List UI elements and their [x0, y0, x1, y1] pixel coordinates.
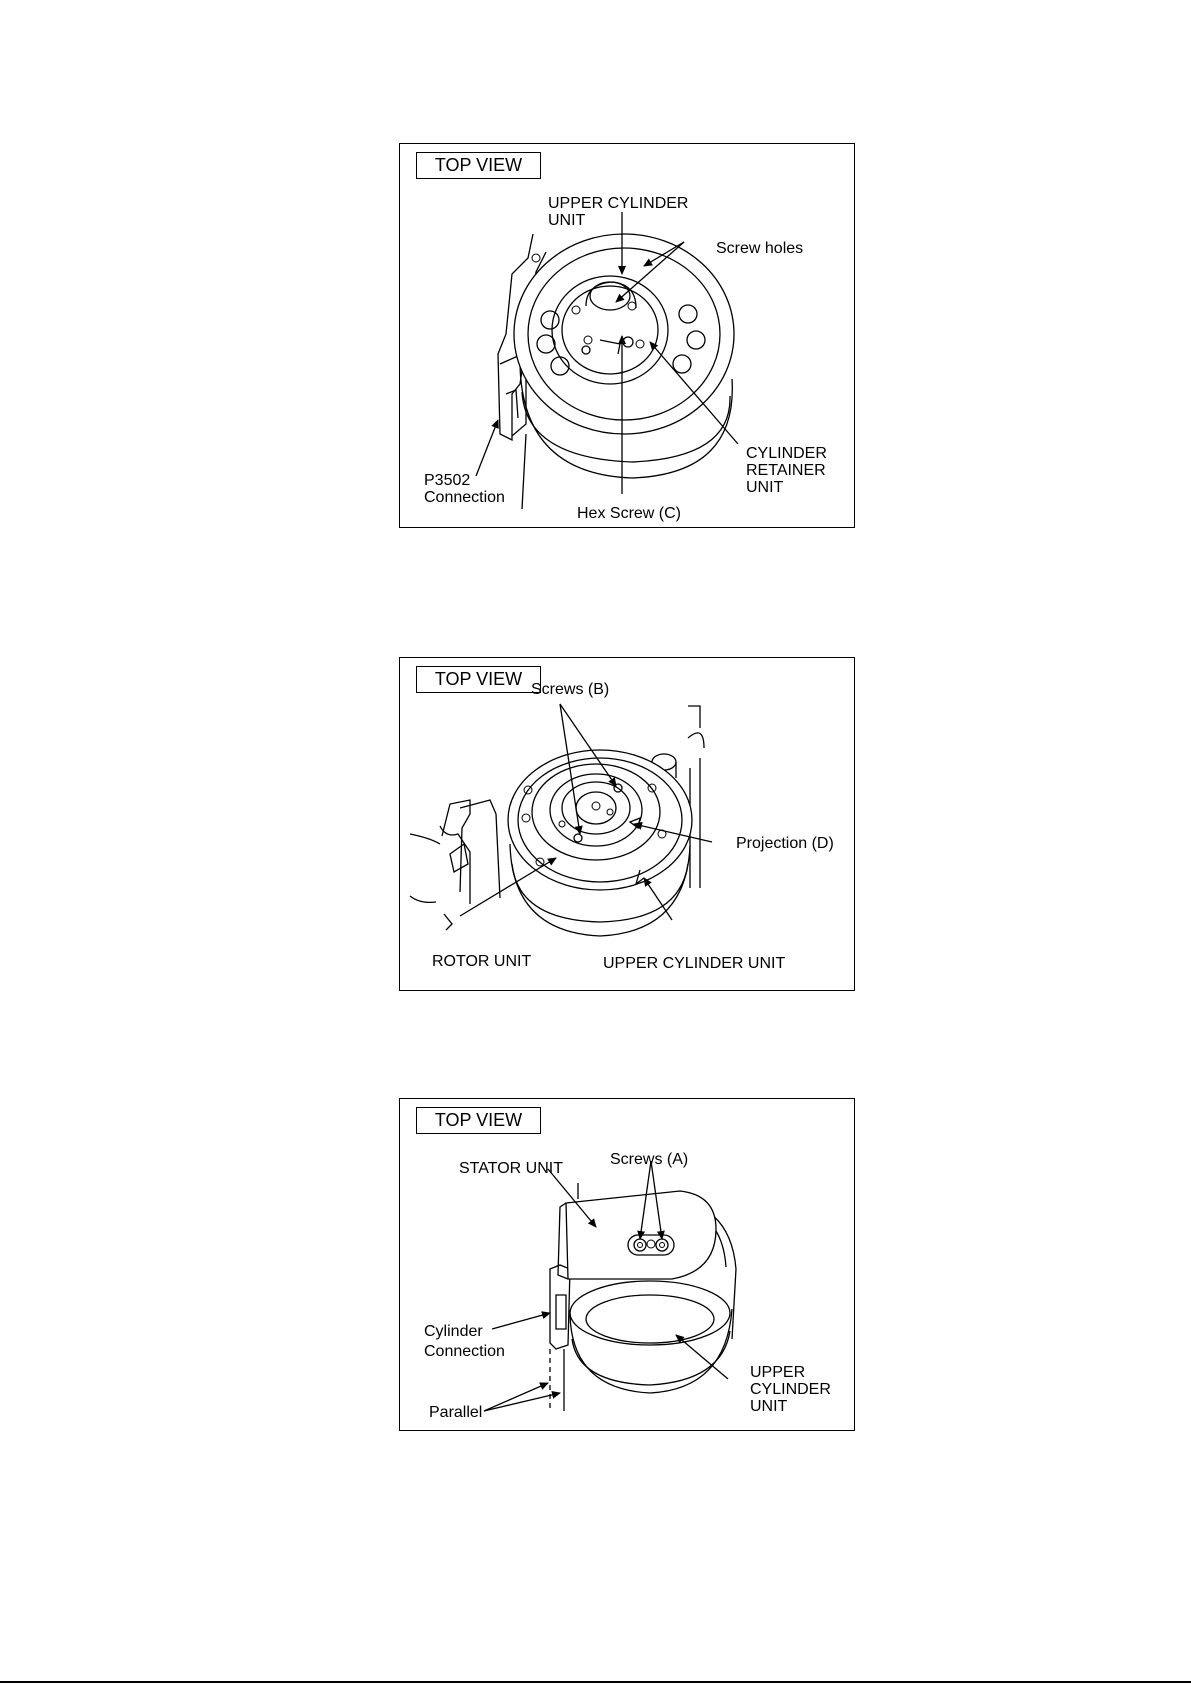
- label-screw-holes: Screw holes: [716, 240, 804, 257]
- label-parallel: Parallel: [429, 1404, 483, 1421]
- top-view-badge: TOP VIEW: [416, 1107, 541, 1134]
- label-rotor-unit: ROTOR UNIT: [432, 953, 532, 970]
- label-cylinder-retainer-unit-line2: RETAINER: [746, 462, 826, 479]
- diagram-panel-stator-unit: [399, 1098, 855, 1431]
- label-upper-cylinder-unit-line2: CYLINDER: [750, 1381, 831, 1398]
- label-upper-cylinder-unit: UPPER CYLINDER UNIT: [603, 955, 786, 972]
- label-screws-b: Screws (B): [531, 681, 610, 698]
- label-p3502-connection: P3502: [424, 472, 471, 489]
- label-stator-unit: STATOR UNIT: [459, 1160, 563, 1177]
- label-screws-a: Screws (A): [610, 1151, 689, 1168]
- label-cylinder-connection-line2: Connection: [424, 1343, 505, 1360]
- label-cylinder-retainer-unit-line3: UNIT: [746, 479, 784, 496]
- label-cylinder-connection: Cylinder: [424, 1323, 483, 1340]
- rotor-unit-drawing: [400, 658, 855, 991]
- label-upper-cylinder-unit-line3: UNIT: [750, 1398, 788, 1415]
- diagram-panel-rotor-unit: [399, 657, 855, 991]
- stator-plate: [558, 1183, 716, 1279]
- label-projection-d: Projection (D): [736, 835, 834, 852]
- label-upper-cylinder-unit: UPPER: [750, 1364, 806, 1381]
- label-p3502-connection-line2: Connection: [424, 489, 505, 506]
- label-cylinder-retainer-unit: CYLINDER: [746, 445, 827, 462]
- cylinder-connector: [550, 1265, 570, 1411]
- top-view-badge: TOP VIEW: [416, 666, 541, 693]
- stator-unit-drawing: [400, 1099, 855, 1431]
- label-upper-cylinder-unit: UPPER CYLINDER: [548, 195, 689, 212]
- cylinder-retainer-drawing: [400, 144, 855, 528]
- label-upper-cylinder-unit-line2: UNIT: [548, 212, 586, 229]
- page-footer-rule: [0, 1681, 1191, 1683]
- diagram-panel-cylinder-retainer: [399, 143, 855, 528]
- label-hex-screw-c: Hex Screw (C): [577, 505, 682, 522]
- upper-cylinder-body: [514, 234, 734, 478]
- top-view-badge: TOP VIEW: [416, 152, 541, 179]
